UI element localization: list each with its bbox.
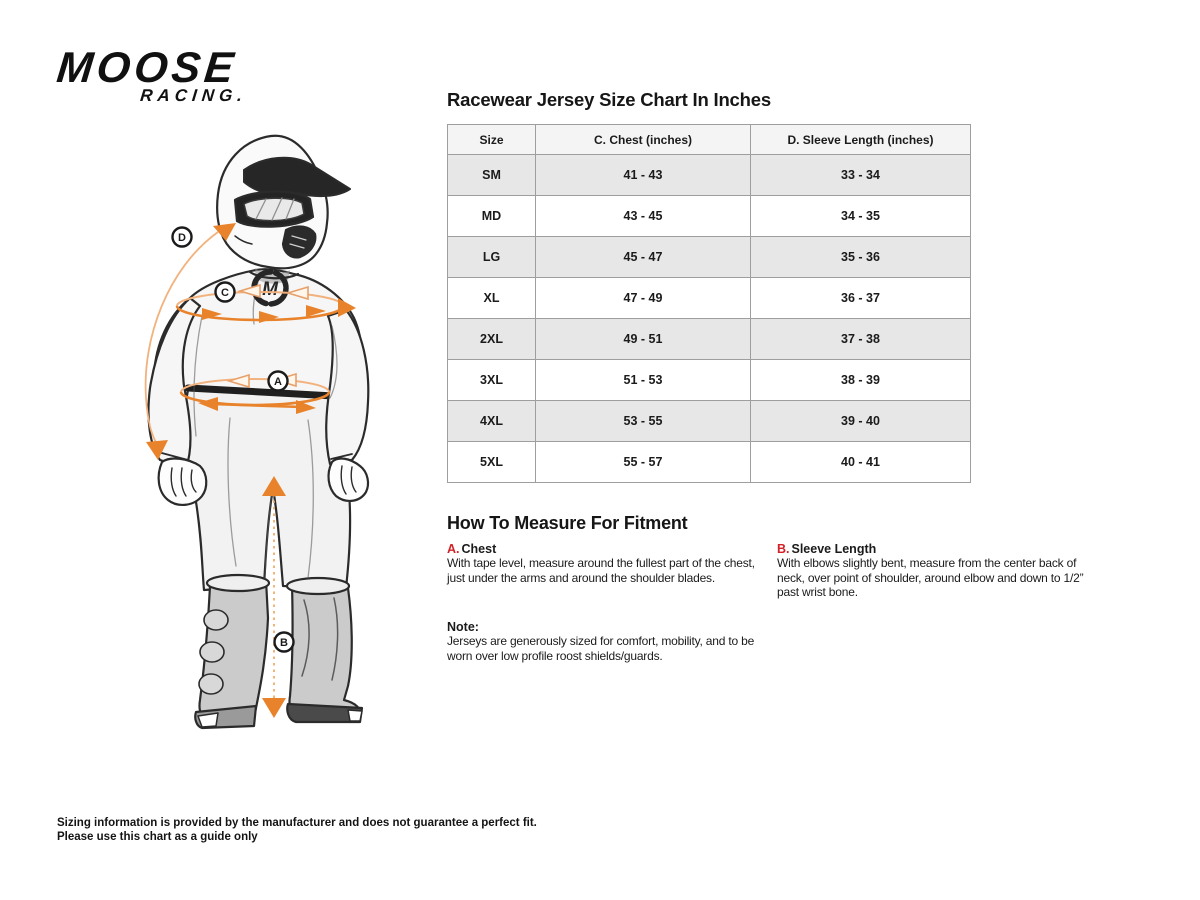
note-text: Jerseys are generously sized for comfort, mobility, and to be worn over low profile roost shields/guards. — [447, 634, 755, 663]
size-cell: LG — [448, 237, 536, 278]
left-glove — [159, 459, 207, 505]
measure-sleeve-label: Sleeve Length — [791, 542, 877, 556]
chest-cell: 45 - 47 — [536, 237, 751, 278]
size-chart-title: Racewear Jersey Size Chart In Inches — [447, 89, 771, 110]
size-chart-table — [447, 124, 971, 483]
brand-logo-moose: MOOSE — [54, 44, 240, 92]
column-header-chest: C. Chest (inches) — [536, 125, 751, 155]
size-cell: XL — [448, 278, 536, 319]
label-b — [275, 633, 294, 652]
sleeve-cell: 33 - 34 — [751, 155, 971, 196]
size-cell: MD — [448, 196, 536, 237]
disclaimer-line-1: Sizing information is provided by the manufacturer and does not guarantee a perfect fit. — [57, 817, 537, 829]
table-row — [448, 196, 971, 237]
left-boot — [195, 580, 268, 728]
label-c — [216, 283, 235, 302]
chest-cell: 47 - 49 — [536, 278, 751, 319]
measure-chest-letter: A. — [447, 542, 460, 556]
measure-sleeve-text: With elbows slightly bent, measure from the center back of neck, over point of shoulder, around elbow and down to 1/2” past wrist bone. — [777, 556, 1084, 600]
table-row — [448, 155, 971, 196]
label-c-letter: C — [221, 287, 229, 299]
measure-chest-heading — [447, 542, 755, 556]
note-block — [447, 620, 755, 663]
label-a-letter: A — [274, 376, 282, 388]
right-pant-cuff — [287, 578, 349, 594]
table-row — [448, 401, 971, 442]
measure-chest-label: Chest — [461, 542, 497, 556]
measure-chest-block — [447, 542, 755, 585]
size-cell: 4XL — [448, 401, 536, 442]
measure-sleeve-heading — [777, 542, 1093, 556]
table-row — [448, 237, 971, 278]
measure-sleeve-letter: B. — [777, 542, 790, 556]
table-row — [448, 442, 971, 483]
size-cell: 3XL — [448, 360, 536, 401]
measure-chest-text: With tape level, measure around the fullest part of the chest, just under the arms and around the shoulder blades. — [447, 556, 755, 585]
sleeve-cell: 34 - 35 — [751, 196, 971, 237]
label-d-letter: D — [178, 232, 186, 244]
sleeve-cell: 35 - 36 — [751, 237, 971, 278]
measure-sleeve-block — [777, 542, 1093, 600]
sleeve-cell: 39 - 40 — [751, 401, 971, 442]
column-header-sleeve: D. Sleeve Length (inches) — [751, 125, 971, 155]
goggles-lens — [244, 198, 304, 220]
left-pant-cuff — [207, 575, 269, 591]
sleeve-cell: 38 - 39 — [751, 360, 971, 401]
brand-logo — [54, 44, 249, 106]
table-row — [448, 319, 971, 360]
table-row — [448, 360, 971, 401]
chest-cell: 41 - 43 — [536, 155, 751, 196]
chest-cell: 53 - 55 — [536, 401, 751, 442]
brand-logo-racing: RACING. — [139, 85, 249, 105]
chest-cell: 51 - 53 — [536, 360, 751, 401]
label-b-letter: B — [280, 637, 288, 649]
how-to-measure-title: How To Measure For Fitment — [447, 513, 688, 533]
size-cell: 2XL — [448, 319, 536, 360]
right-sleeve — [326, 310, 368, 464]
size-cell: SM — [448, 155, 536, 196]
label-d — [173, 228, 192, 247]
chest-cell: 43 - 45 — [536, 196, 751, 237]
column-header-size: Size — [448, 125, 536, 155]
sleeve-cell: 37 - 38 — [751, 319, 971, 360]
size-chart-section — [447, 89, 970, 483]
right-glove — [329, 459, 368, 501]
right-boot — [287, 584, 362, 722]
disclaimer — [57, 817, 537, 845]
table-row — [448, 278, 971, 319]
disclaimer-line-2: Please use this chart as a guide only — [57, 830, 258, 843]
chest-cell: 49 - 51 — [536, 319, 751, 360]
helmet — [217, 136, 350, 269]
rider-diagram — [50, 120, 430, 740]
how-to-measure-section — [447, 513, 1147, 663]
chest-cell: 55 - 57 — [536, 442, 751, 483]
size-cell: 5XL — [448, 442, 536, 483]
table-header-row — [448, 125, 971, 155]
helmet-visor — [244, 158, 350, 196]
sleeve-cell: 40 - 41 — [751, 442, 971, 483]
note-label: Note: — [447, 620, 479, 634]
label-a — [269, 372, 288, 391]
jersey-logo-letter: M — [262, 279, 278, 300]
sleeve-cell: 36 - 37 — [751, 278, 971, 319]
